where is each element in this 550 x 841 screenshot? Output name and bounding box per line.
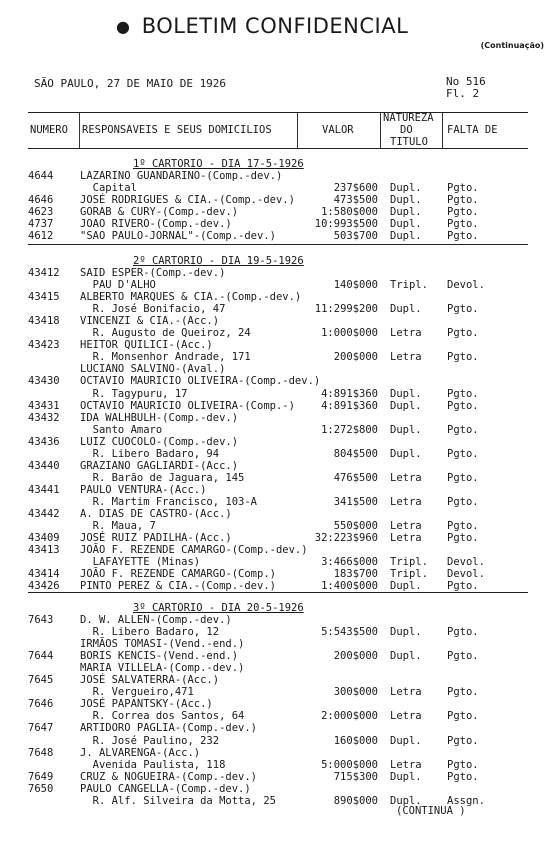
col-header-numero: NUMERO (30, 124, 68, 136)
cell-responsavel: LUCIANO SALVINO-(Aval.) (80, 363, 226, 376)
table-row (0, 568, 550, 580)
table-row (0, 580, 550, 592)
cell-responsavel: PAULO CANGELLA-(Comp.-dev.) (80, 782, 251, 795)
table-row (0, 230, 550, 242)
cell-responsavel: J. ALVARENGA-(Acc.) (80, 746, 201, 759)
cell-natureza: Tripl. (390, 279, 428, 292)
cell-valor: 10:993$500 (314, 218, 378, 231)
cell-responsavel: LAZARINO GUANDARINO-(Comp.-dev.) (80, 170, 283, 182)
section-title-row (0, 255, 550, 267)
sheet-number: Fl. 2 (446, 87, 480, 100)
table-row (0, 424, 550, 436)
cell-natureza: Letra (390, 758, 422, 771)
cell-responsavel: JOSÉ RODRIGUES & CIA.-(Comp.-dev.) (80, 194, 295, 207)
cell-valor: 1:272$800 (321, 423, 378, 436)
cell-numero: 4646 (28, 194, 54, 207)
cell-valor: 715$300 (333, 770, 378, 783)
document-title: BOLETIM CONFIDENCIAL (141, 14, 409, 38)
section-title: 1º CARTORIO - DIA 17-5-1926 (133, 158, 304, 170)
table-row (0, 735, 550, 747)
cell-natureza: Dupl. (390, 399, 422, 412)
col-sep-4 (442, 113, 443, 148)
cell-falta: Pgto. (447, 303, 479, 316)
section-title: 2º CARTORIO - DIA 19-5-1926 (133, 255, 304, 267)
cell-valor: 4:891$360 (321, 399, 378, 412)
cell-falta: Pgto. (447, 327, 479, 340)
cell-responsavel: BORIS KENCIS-(Vend.-end.) (80, 650, 239, 663)
cell-natureza: Dupl. (390, 734, 422, 747)
cell-natureza: Tripl. (390, 568, 428, 581)
col-sep-2 (297, 113, 298, 148)
cell-natureza: Dupl. (390, 650, 422, 663)
cell-numero: 7646 (28, 698, 54, 711)
col-header-natureza-3: TITULO (390, 136, 428, 148)
continuation-label: (Continuação) (480, 41, 544, 50)
cell-falta: Pgto. (447, 399, 479, 412)
cell-numero: 43426 (28, 580, 60, 593)
cell-natureza: Dupl. (390, 387, 422, 400)
cell-natureza: Dupl. (390, 218, 422, 231)
cell-valor: 1:000$000 (321, 327, 378, 340)
cell-falta: Pgto. (447, 532, 479, 545)
table-row (0, 339, 550, 351)
cell-natureza: Dupl. (390, 230, 422, 243)
cell-falta: Pgto. (447, 626, 479, 639)
cell-numero: 4612 (28, 230, 54, 243)
cell-responsavel: JOSÉ PAPANTSKY-(Acc.) (80, 698, 213, 711)
table-row (0, 327, 550, 339)
cell-valor: 503$700 (333, 230, 378, 243)
cell-numero: 43441 (28, 483, 60, 496)
table-row (0, 170, 550, 182)
cell-responsavel: MARIA VILLELA-(Comp.-dev.) (80, 662, 245, 675)
cell-falta: Assgn. (447, 794, 485, 807)
cell-responsavel: R. Tagypuru, 17 (80, 387, 188, 400)
cell-responsavel: VINCENZI & CIA.-(Acc.) (80, 315, 220, 328)
cell-natureza: Letra (390, 351, 422, 364)
cell-numero: 43415 (28, 291, 60, 304)
cell-valor: 4:891$360 (321, 387, 378, 400)
cell-valor: 140$000 (333, 279, 378, 292)
cell-valor: 300$000 (333, 686, 378, 699)
col-header-falta: FALTA DE (447, 124, 498, 136)
cell-falta: Pgto. (447, 710, 479, 723)
header-top-rule (28, 112, 528, 113)
section-title: 3º CARTORIO - DIA 20-5-1926 (133, 602, 304, 614)
cell-natureza: Dupl. (390, 303, 422, 316)
cell-valor: 11:299$200 (314, 303, 378, 316)
cell-falta: Pgto. (447, 686, 479, 699)
cell-natureza: Letra (390, 520, 422, 533)
cell-responsavel: R. Correa dos Santos, 64 (80, 710, 245, 723)
cell-responsavel: R. Maua, 7 (80, 520, 156, 533)
cell-natureza: Dupl. (390, 423, 422, 436)
cell-responsavel: IDA WALHBULH-(Comp.-dev.) (80, 411, 239, 424)
col-header-natureza-2: DO (400, 124, 413, 136)
cell-responsavel: ARTIDORO PAGLIA-(Comp.-dev.) (80, 722, 258, 735)
cell-valor: 200$000 (333, 650, 378, 663)
table-row (0, 496, 550, 508)
section-rule (28, 244, 528, 245)
cell-natureza: Letra (390, 471, 422, 484)
section-title-row (0, 158, 550, 170)
cell-responsavel: OCTAVIO MAURICIO OLIVEIRA-(Comp.-) (80, 399, 295, 412)
cell-responsavel: "SAO PAULO-JORNAL"-(Comp.-dev.) (80, 230, 276, 243)
cell-responsavel: A. DIAS DE CASTRO-(Acc.) (80, 508, 232, 520)
cell-responsavel: R. Alf. Silveira da Motta, 25 (80, 794, 276, 807)
table-row (0, 626, 550, 638)
cell-responsavel: R. Libero Badaro, 94 (80, 447, 220, 460)
table-row (0, 315, 550, 327)
cell-responsavel: Santo Amaro (80, 423, 163, 436)
section-rule (28, 592, 528, 593)
table-row (0, 472, 550, 484)
cell-responsavel: LAFAYETTE (Minas) (80, 556, 201, 569)
table-row (0, 363, 550, 375)
cell-responsavel: HEITOR QUILICI-(Acc.) (80, 339, 213, 352)
cell-valor: 476$500 (333, 471, 378, 484)
col-header-responsaveis: RESPONSAVEIS E SEUS DOMICILIOS (82, 124, 272, 136)
cell-responsavel: SAID ESPER-(Comp.-dev.) (80, 267, 226, 279)
cell-valor: 550$000 (333, 520, 378, 533)
place-date: SÃO PAULO, 27 DE MAIO DE 1926 (34, 77, 227, 90)
title-bullet: ● (116, 17, 130, 36)
col-header-natureza-1: NATUREZA (383, 112, 434, 124)
cell-falta: Pgto. (447, 387, 479, 400)
cell-falta: Pgto. (447, 650, 479, 663)
cell-falta: Devol. (447, 556, 485, 569)
cell-natureza: Tripl. (390, 556, 428, 569)
table-row (0, 783, 550, 795)
cell-falta: Pgto. (447, 758, 479, 771)
cell-responsavel: R. Vergueiro,471 (80, 686, 194, 699)
table-row (0, 662, 550, 674)
table-row (0, 218, 550, 230)
cell-falta: Pgto. (447, 218, 479, 231)
cell-responsavel: GORAB & CURY-(Comp.-dev.) (80, 206, 239, 219)
cell-numero: 7644 (28, 650, 54, 663)
table-row (0, 759, 550, 771)
table-row (0, 747, 550, 759)
table-row (0, 795, 550, 807)
table-row (0, 508, 550, 520)
cell-natureza: Dupl. (390, 626, 422, 639)
cell-responsavel: R. José Paulino, 232 (80, 734, 220, 747)
cell-natureza: Dupl. (390, 794, 422, 807)
table-row (0, 388, 550, 400)
cell-natureza: Dupl. (390, 770, 422, 783)
cell-responsavel: LUIZ CUOCOLO-(Comp.-dev.) (80, 435, 239, 448)
cell-natureza: Letra (390, 532, 422, 545)
cell-responsavel: OCTAVIO MAURICIO OLIVEIRA-(Comp.-dev.) (80, 375, 321, 388)
cell-responsavel: R. Augusto de Queiroz, 24 (80, 327, 251, 340)
cell-valor: 5:543$500 (321, 626, 378, 639)
cell-valor: 1:400$000 (321, 580, 378, 593)
cell-numero: 43440 (28, 459, 60, 472)
cell-responsavel: Avenida Paulista, 118 (80, 758, 226, 771)
cell-natureza: Dupl. (390, 580, 422, 593)
table-row (0, 460, 550, 472)
cell-valor: 32:223$960 (314, 532, 378, 545)
cell-numero: 7648 (28, 746, 54, 759)
cell-numero: 43418 (28, 315, 60, 328)
table-row (0, 556, 550, 568)
continua-label: (CONTINUA ) (396, 805, 466, 817)
cell-responsavel: JOAO RIVERO-(Comp.-dev.) (80, 218, 232, 231)
table-row (0, 771, 550, 783)
cell-responsavel: GRAZIANO GAGLIARDI-(Acc.) (80, 459, 239, 472)
table-row (0, 710, 550, 722)
cell-falta: Devol. (447, 279, 485, 292)
cell-numero: 7650 (28, 782, 54, 795)
cell-falta: Pgto. (447, 351, 479, 364)
col-sep-1 (79, 113, 80, 148)
cell-valor: 5:000$000 (321, 758, 378, 771)
cell-valor: 890$000 (333, 794, 378, 807)
cell-falta: Pgto. (447, 734, 479, 747)
table-row (0, 532, 550, 544)
cell-falta: Pgto. (447, 580, 479, 593)
col-sep-3 (380, 113, 381, 148)
cell-valor: 341$500 (333, 495, 378, 508)
cell-natureza: Dupl. (390, 182, 422, 195)
table-row (0, 412, 550, 424)
cell-valor: 1:580$000 (321, 206, 378, 219)
cell-falta: Pgto. (447, 770, 479, 783)
cell-valor: 804$500 (333, 447, 378, 460)
cell-responsavel: PINTO PEREZ & CIA.-(Comp.-dev.) (80, 580, 276, 593)
cell-natureza: Dupl. (390, 447, 422, 460)
table-row (0, 194, 550, 206)
table-row (0, 291, 550, 303)
cell-numero: 7643 (28, 614, 54, 626)
cell-falta: Pgto. (447, 447, 479, 460)
cell-numero: 43436 (28, 435, 60, 448)
cell-natureza: Letra (390, 710, 422, 723)
table-row (0, 436, 550, 448)
cell-valor: 183$700 (333, 568, 378, 581)
table-row (0, 351, 550, 363)
cell-falta: Pgto. (447, 182, 479, 195)
cell-natureza: Dupl. (390, 206, 422, 219)
table-row (0, 520, 550, 532)
cell-responsavel: D. W. ALLEN-(Comp.-dev.) (80, 614, 232, 626)
table-row (0, 722, 550, 734)
section-title-row (0, 602, 550, 614)
cell-responsavel: CRUZ & NOGUEIRA-(Comp.-dev.) (80, 770, 258, 783)
cell-natureza: Letra (390, 495, 422, 508)
table-row (0, 484, 550, 496)
cell-falta: Pgto. (447, 471, 479, 484)
table-row (0, 375, 550, 387)
cell-responsavel: R. José Bonifacio, 47 (80, 303, 226, 316)
cell-numero: 43409 (28, 532, 60, 545)
cell-valor: 473$500 (333, 194, 378, 207)
cell-valor: 3:466$000 (321, 556, 378, 569)
table-row (0, 182, 550, 194)
cell-numero: 43412 (28, 267, 60, 279)
cell-natureza: Dupl. (390, 194, 422, 207)
table-row (0, 267, 550, 279)
cell-responsavel: JOSÉ SALVATERRA-(Acc.) (80, 674, 220, 687)
table-row (0, 650, 550, 662)
cell-responsavel: Capital (80, 182, 137, 195)
header-bottom-rule (28, 148, 528, 149)
table-row (0, 544, 550, 556)
cell-numero: 43423 (28, 339, 60, 352)
cell-responsavel: R. Monsenhor Andrade, 171 (80, 351, 251, 364)
bulletin-number: No 516 (446, 75, 486, 88)
cell-numero: 43430 (28, 375, 60, 388)
cell-valor: 200$000 (333, 351, 378, 364)
table-row (0, 400, 550, 412)
cell-numero: 43432 (28, 411, 60, 424)
cell-numero: 43431 (28, 399, 60, 412)
cell-falta: Pgto. (447, 230, 479, 243)
cell-numero: 43413 (28, 544, 60, 557)
table-row (0, 448, 550, 460)
cell-falta: Pgto. (447, 423, 479, 436)
cell-responsavel: JOÃO F. REZENDE CAMARGO-(Comp.) (80, 568, 276, 581)
col-header-valor: VALOR (322, 124, 354, 136)
cell-responsavel: JOSÉ RUIZ PADILHA-(Acc.) (80, 532, 232, 545)
cell-numero: 7649 (28, 770, 54, 783)
cell-responsavel: ALBERTO MARQUES & CIA.-(Comp.-dev.) (80, 291, 302, 304)
table-row (0, 614, 550, 626)
cell-numero: 7647 (28, 722, 54, 735)
cell-numero: 7645 (28, 674, 54, 687)
cell-responsavel: R. Martim Francisco, 103-A (80, 495, 258, 508)
cell-natureza: Letra (390, 686, 422, 699)
cell-falta: Pgto. (447, 206, 479, 219)
cell-valor: 2:000$000 (321, 710, 378, 723)
cell-responsavel: PAU D'ALHO (80, 279, 156, 292)
cell-responsavel: IRMÃOS TOMASI-(Vend.-end.) (80, 638, 245, 651)
cell-numero: 4737 (28, 218, 54, 231)
cell-falta: Pgto. (447, 495, 479, 508)
cell-responsavel: JOÃO F. REZENDE CAMARGO-(Comp.-dev.) (80, 544, 308, 557)
cell-falta: Pgto. (447, 194, 479, 207)
cell-responsavel: PAULO VENTURA-(Acc.) (80, 483, 207, 496)
table-row (0, 206, 550, 218)
cell-responsavel: R. Libero Badaro, 12 (80, 626, 220, 639)
table-row (0, 303, 550, 315)
table-row (0, 698, 550, 710)
cell-responsavel: R. Barão de Jaguara, 145 (80, 471, 245, 484)
table-row (0, 279, 550, 291)
cell-falta: Pgto. (447, 520, 479, 533)
table-row (0, 638, 550, 650)
cell-falta: Devol. (447, 568, 485, 581)
cell-natureza: Letra (390, 327, 422, 340)
cell-valor: 160$000 (333, 734, 378, 747)
cell-valor: 237$600 (333, 182, 378, 195)
table-row (0, 686, 550, 698)
cell-numero: 4623 (28, 206, 54, 219)
cell-numero: 43442 (28, 508, 60, 520)
cell-numero: 4644 (28, 170, 54, 182)
cell-numero: 43414 (28, 568, 60, 581)
table-row (0, 674, 550, 686)
